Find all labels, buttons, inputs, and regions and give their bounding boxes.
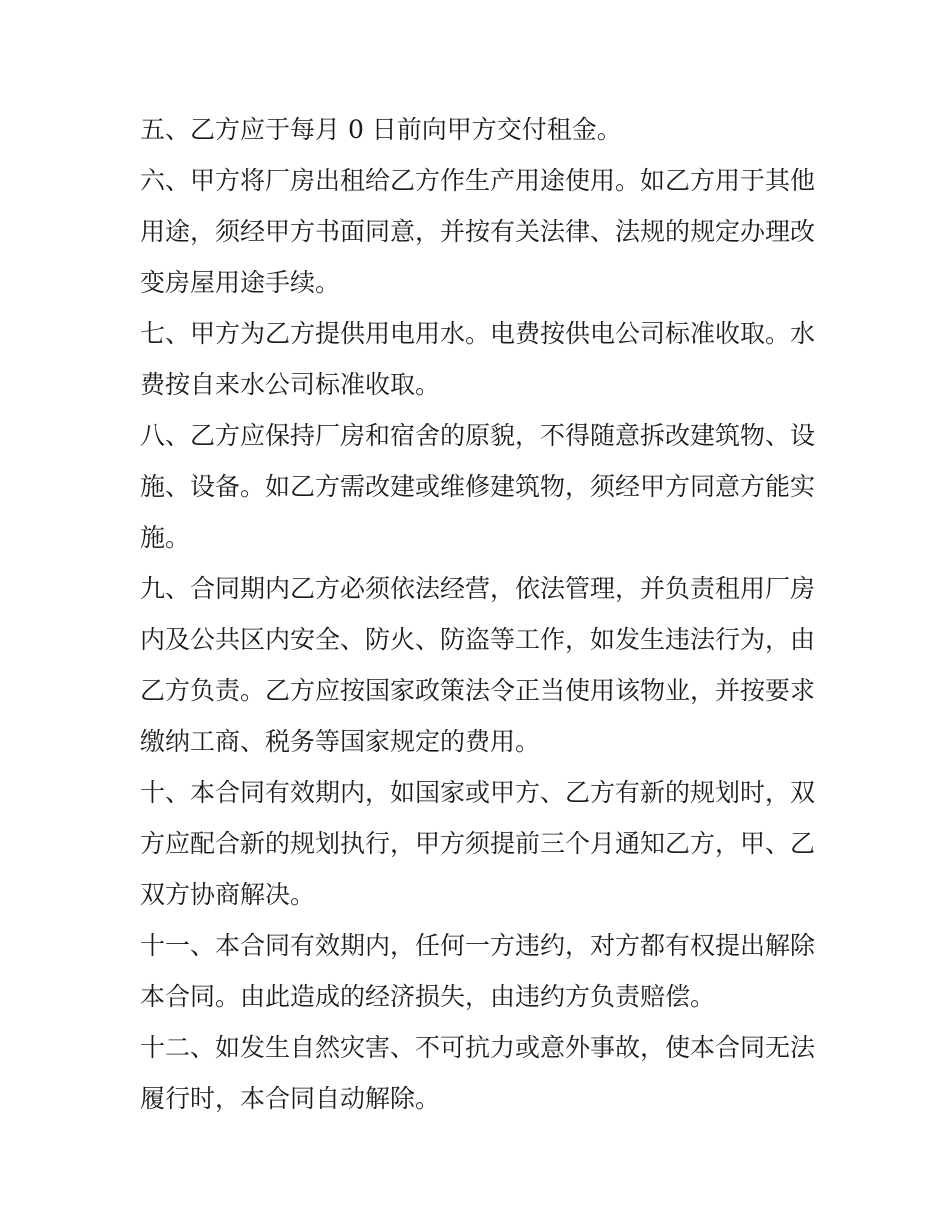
text-line: 八、乙方应保持厂房和宿舍的原貌，不得随意拆改建筑物、设 — [140, 421, 816, 450]
text-line: 九、合同期内乙方必须依法经营，依法管理，并负责租用厂房 — [140, 574, 816, 603]
text-line: 施。 — [140, 523, 191, 552]
text-line: 施、设备。如乙方需改建或维修建筑物，须经甲方同意方能实 — [140, 472, 816, 501]
clause-6 — [140, 155, 816, 308]
clause-10 — [140, 767, 816, 920]
clause-7 — [140, 308, 816, 410]
text-line: 方应配合新的规划执行，甲方须提前三个月通知乙方，甲、乙 — [140, 829, 816, 858]
clause-9 — [140, 563, 816, 767]
text-line: 十二、如发生自然灾害、不可抗力或意外事故，使本合同无法 — [140, 1033, 816, 1062]
document-body — [140, 104, 816, 1124]
text-line: 乙方负责。乙方应按国家政策法令正当使用该物业，并按要求 — [140, 676, 816, 705]
text-line: 七、甲方为乙方提供用电用水。电费按供电公司标准收取。水 — [140, 319, 816, 348]
text-line: 内及公共区内安全、防火、防盗等工作，如发生违法行为，由 — [140, 625, 816, 654]
text-line: 用途，须经甲方书面同意，并按有关法律、法规的规定办理改 — [140, 217, 816, 246]
clause-8 — [140, 410, 816, 563]
text-line: 费按自来水公司标准收取。 — [140, 370, 441, 399]
text-line: 变房屋用途手续。 — [140, 268, 341, 297]
text-line: 六、甲方将厂房出租给乙方作生产用途使用。如乙方用于其他 — [140, 166, 816, 195]
text-line: 十、本合同有效期内，如国家或甲方、乙方有新的规划时，双 — [140, 778, 816, 807]
text-line: 缴纳工商、税务等国家规定的费用。 — [140, 727, 541, 756]
text-line: 双方协商解决。 — [140, 880, 316, 909]
text-line: 十一、本合同有效期内，任何一方违约，对方都有权提出解除 — [140, 931, 816, 960]
clause-5 — [140, 104, 816, 155]
clause-12 — [140, 1022, 816, 1124]
clause-11 — [140, 920, 816, 1022]
text-line: 五、乙方应于每月 0 日前向甲方交付租金。 — [140, 115, 622, 144]
text-line: 履行时，本合同自动解除。 — [140, 1084, 441, 1113]
text-line: 本合同。由此造成的经济损失，由违约方负责赔偿。 — [140, 982, 716, 1011]
